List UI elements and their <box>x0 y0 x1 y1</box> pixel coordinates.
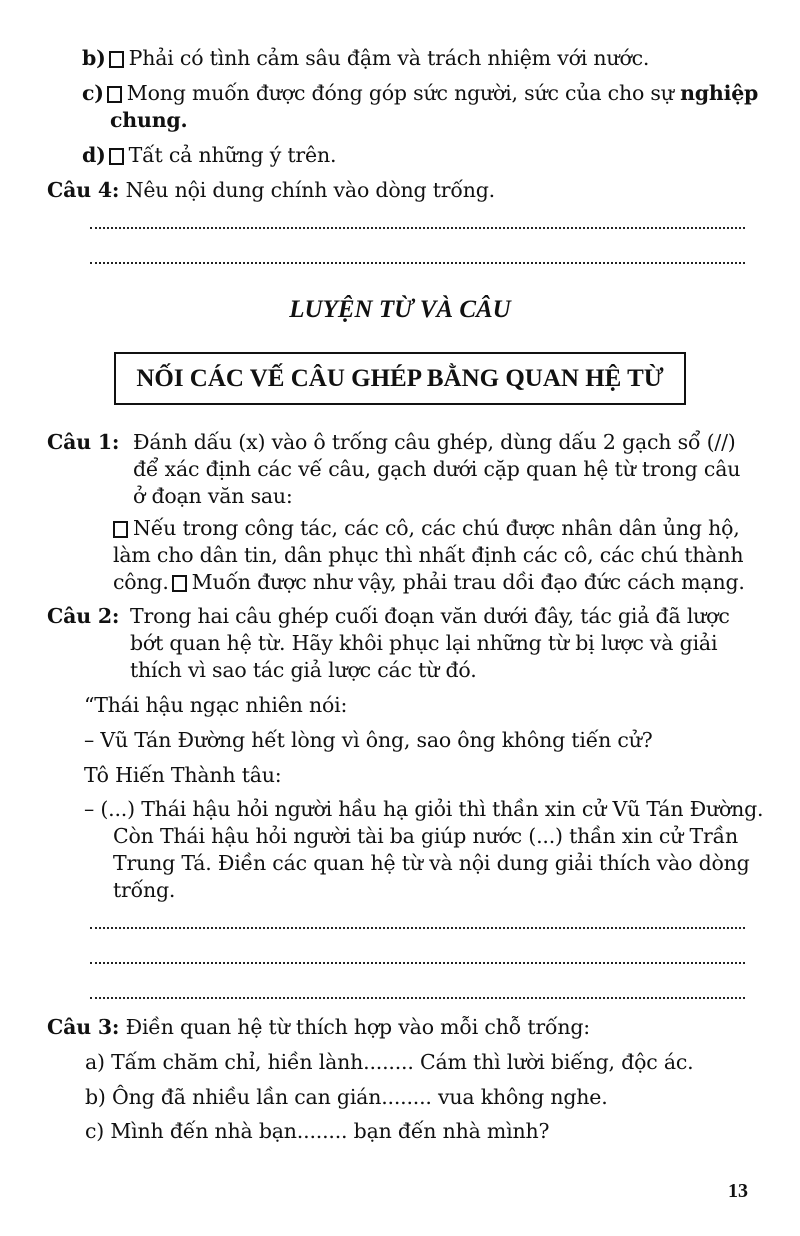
question-2-line: Trong hai câu ghép cuối đoạn văn dưới đây, tác giả đã lược <box>130 604 730 628</box>
page-number: 13 <box>728 1180 748 1202</box>
fill-item-a[interactable]: a) Tấm chăm chỉ, hiền lành........ Cám thì lười biếng, độc ác. <box>85 1050 694 1074</box>
checkbox[interactable] <box>109 148 124 165</box>
fill-item-b[interactable]: b) Ông đã nhiều lần can gián........ vua không nghe. <box>85 1085 608 1109</box>
checkbox[interactable] <box>109 51 124 68</box>
answer-line[interactable] <box>90 262 745 264</box>
question-text: Điền quan hệ từ thích hợp vào mỗi chỗ trống: <box>125 1015 590 1039</box>
passage-line <box>113 568 745 596</box>
quote-line: – (...) Thái hậu hỏi người hầu hạ giỏi thì thần xin cử Vũ Tán Đường. <box>84 797 764 821</box>
checkbox[interactable] <box>107 86 122 103</box>
lesson-title-box <box>114 352 686 405</box>
option-c-continuation: chung. <box>110 108 188 132</box>
answer-line[interactable] <box>90 962 745 964</box>
option-label: c) <box>82 81 104 105</box>
option-d <box>82 141 336 169</box>
question-text: Nêu nội dung chính vào dòng trống. <box>125 178 495 202</box>
checkbox[interactable] <box>172 575 187 592</box>
answer-line[interactable] <box>90 927 745 929</box>
passage-text: Nếu trong công tác, các cô, các chú được nhân dân ủng hộ, <box>133 516 740 540</box>
answer-line[interactable] <box>90 997 745 999</box>
option-text: Phải có tình cảm sâu đậm và trách nhiệm với nước. <box>128 46 650 70</box>
passage-text: Muốn được như vậy, phải trau dồi đạo đức cách mạng. <box>191 570 745 594</box>
question-label: Câu 3: <box>47 1015 120 1039</box>
quote-line: trống. <box>113 878 176 902</box>
checkbox[interactable] <box>113 521 128 538</box>
fill-item-c[interactable]: c) Mình đến nhà bạn........ bạn đến nhà mình? <box>85 1119 550 1143</box>
question-1-line: Đánh dấu (x) vào ô trống câu ghép, dùng dấu 2 gạch sổ (//) <box>133 430 736 454</box>
quote-line: “Thái hậu ngạc nhiên nói: <box>84 693 348 717</box>
question-4 <box>47 176 495 204</box>
question-1-line: ở đoạn văn sau: <box>133 484 293 508</box>
question-2-line: thích vì sao tác giả lược các từ đó. <box>130 658 477 682</box>
lesson-title: NỐI CÁC VẾ CÂU GHÉP BẰNG QUAN HỆ TỪ <box>136 364 664 392</box>
option-label: d) <box>82 143 106 167</box>
passage-text: công. <box>113 570 169 594</box>
answer-line[interactable] <box>90 227 745 229</box>
option-text: Mong muốn được đóng góp sức người, sức của cho sự <box>126 81 674 105</box>
quote-line: Tô Hiến Thành tâu: <box>84 763 282 787</box>
option-text-bold: nghiệp <box>680 81 759 105</box>
question-label: Câu 1: <box>47 430 120 454</box>
option-c <box>82 79 758 107</box>
passage-line <box>113 514 740 542</box>
quote-line: Trung Tá. Điền các quan hệ từ và nội dung giải thích vào dòng <box>113 851 750 875</box>
option-b <box>82 44 649 72</box>
section-title: LUYỆN TỪ VÀ CÂU <box>289 296 511 323</box>
question-label: Câu 4: <box>47 178 120 202</box>
option-label: b) <box>82 46 106 70</box>
quote-line: – Vũ Tán Đường hết lòng vì ông, sao ông không tiến cử? <box>84 728 653 752</box>
question-2-line: bớt quan hệ từ. Hãy khôi phục lại những từ bị lược và giải <box>130 631 718 655</box>
passage-line: làm cho dân tin, dân phục thì nhất định các cô, các chú thành <box>113 543 744 567</box>
question-1-line: để xác định các vế câu, gạch dưới cặp quan hệ từ trong câu <box>133 457 741 481</box>
option-text: Tất cả những ý trên. <box>128 143 337 167</box>
question-label: Câu 2: <box>47 604 120 628</box>
quote-line: Còn Thái hậu hỏi người tài ba giúp nước (...) thần xin cử Trần <box>113 824 738 848</box>
question-3 <box>47 1013 590 1041</box>
